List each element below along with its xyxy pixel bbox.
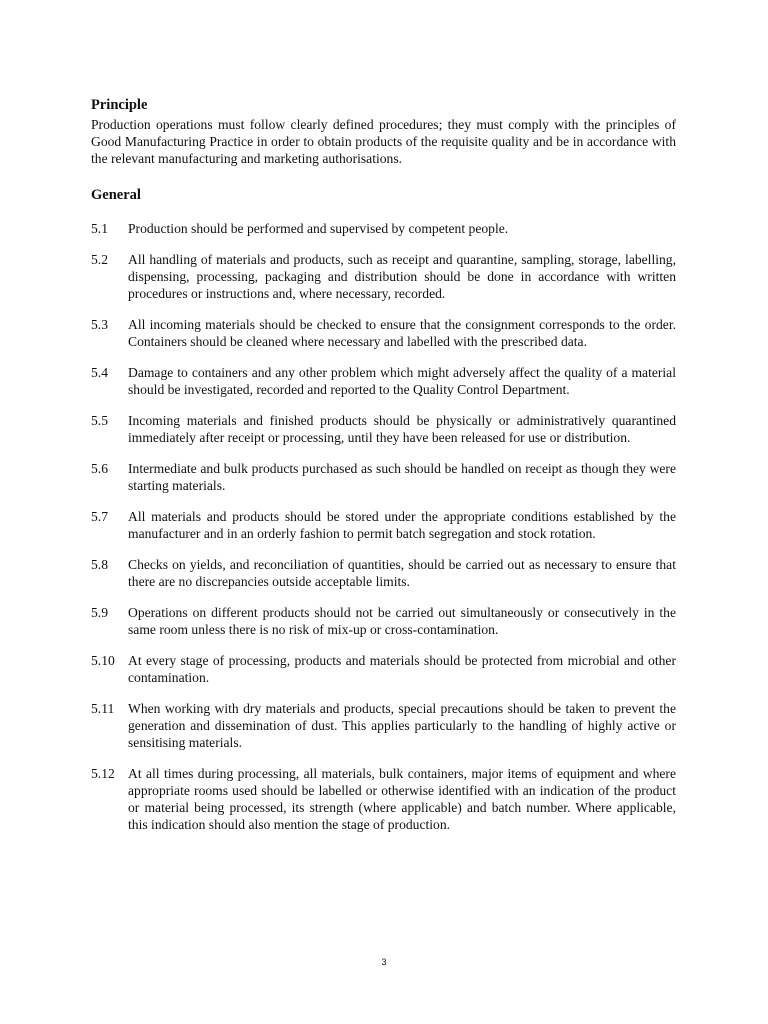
item-number: 5.2	[91, 252, 108, 267]
item-number: 5.12	[91, 766, 115, 781]
item-number: 5.11	[91, 701, 115, 716]
list-item	[91, 700, 676, 751]
list-item	[91, 251, 676, 302]
list-item	[91, 652, 676, 686]
page-number: 3	[381, 957, 387, 967]
list-item	[91, 412, 676, 446]
list-item	[91, 765, 676, 833]
item-number: 5.5	[91, 413, 108, 428]
document-page	[91, 96, 676, 847]
list-item	[91, 316, 676, 350]
list-item	[91, 220, 676, 237]
item-number: 5.8	[91, 557, 108, 572]
item-number: 5.6	[91, 461, 108, 476]
item-number: 5.7	[91, 509, 108, 524]
item-number: 5.1	[91, 221, 108, 236]
item-text: All incoming materials should be checked to ensure that the consignment corresponds to the order. Containers should be cleaned where necessary and labelled with the prescribed data.	[128, 317, 676, 349]
item-number: 5.4	[91, 365, 108, 380]
list-item	[91, 508, 676, 542]
item-text: Operations on different products should not be carried out simultaneously or consecutively in the same room unless there is no risk of mix-up or cross-contamination.	[128, 605, 676, 637]
list-item	[91, 556, 676, 590]
item-text: Production should be performed and supervised by competent people.	[128, 221, 509, 236]
item-text: Incoming materials and finished products should be physically or administratively quarantined immediately after receipt or processing, until they have been released for use or distribution.	[128, 413, 676, 445]
principle-heading: Principle	[91, 97, 148, 113]
item-text: Damage to containers and any other problem which might adversely affect the quality of a material should be investigated, recorded and reported to the Quality Control Department.	[128, 365, 676, 397]
item-text: Checks on yields, and reconciliation of quantities, should be carried out as necessary to ensure that there are no discrepancies outside acceptable limits.	[128, 557, 676, 589]
principle-paragraph: Production operations must follow clearly defined procedures; they must comply with the principles of Good Manufacturing Practice in order to obtain products of the requisite quality and be in accordance with the relevant manufacturing and marketing authorisations.	[91, 117, 676, 166]
item-text: Intermediate and bulk products purchased as such should be handled on receipt as though they were starting materials.	[128, 461, 676, 493]
list-item	[91, 364, 676, 398]
item-number: 5.3	[91, 317, 108, 332]
list-item	[91, 604, 676, 638]
item-number: 5.10	[91, 653, 115, 668]
item-text: At all times during processing, all materials, bulk containers, major items of equipment and where appropriate rooms used should be labelled or otherwise identified with an indication of the product or material being processed, its strength (where applicable) and batch number. Where applicable, this indication should also mention the stage of production.	[128, 766, 676, 832]
item-number: 5.9	[91, 605, 108, 620]
item-text: When working with dry materials and products, special precautions should be taken to prevent the generation and dissemination of dust. This applies particularly to the handling of highly active or sensitising materials.	[128, 701, 676, 750]
item-text: All handling of materials and products, such as receipt and quarantine, sampling, storage, labelling, dispensing, processing, packaging and distribution should be done in accordance with written procedures or instructions and, where necessary, recorded.	[128, 252, 676, 301]
item-text: All materials and products should be stored under the appropriate conditions established by the manufacturer and in an orderly fashion to permit batch segregation and stock rotation.	[128, 509, 676, 541]
general-heading: General	[91, 187, 141, 203]
item-text: At every stage of processing, products and materials should be protected from microbial and other contamination.	[128, 653, 676, 685]
list-item	[91, 460, 676, 494]
general-list	[91, 220, 676, 833]
